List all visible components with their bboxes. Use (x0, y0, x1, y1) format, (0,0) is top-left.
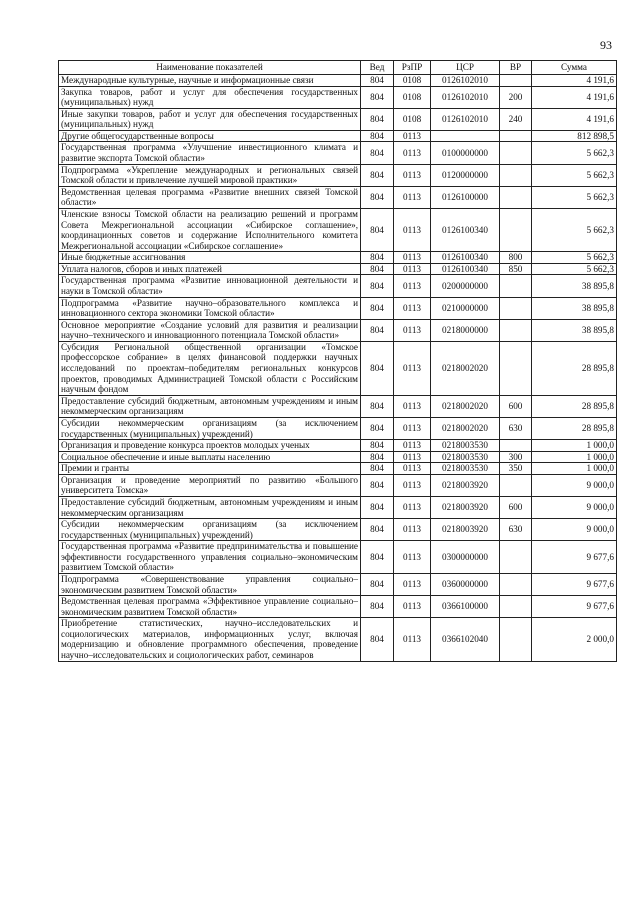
cell-sum: 28 895,8 (532, 417, 617, 439)
table-row (59, 451, 617, 463)
cell-csr: 0360000000 (431, 574, 500, 596)
cell-vr: 800 (500, 252, 532, 264)
cell-name: Международные культурные, научные и информационные связи (59, 75, 361, 87)
cell-vr (500, 186, 532, 208)
cell-rzpr: 0113 (394, 474, 431, 496)
cell-rzpr: 0108 (394, 108, 431, 130)
table-row (59, 164, 617, 186)
cell-name: Социальное обеспечение и иные выплаты населению (59, 451, 361, 463)
cell-name: Субсидии некоммерческим организациям (за исключением государственных (муниципальных) учреждений) (59, 519, 361, 541)
table-row (59, 596, 617, 618)
cell-name: Приобретение статистических, научно–исследовательских и социологических материалов, информационных услуг, включая модернизацию и обновление программного обеспечения, проведение научно–исследовательских и социологических работ, семинаров (59, 618, 361, 661)
cell-rzpr: 0113 (394, 341, 431, 395)
cell-sum: 812 898,5 (532, 130, 617, 142)
header-sum: Сумма (532, 61, 617, 75)
cell-csr: 0218003920 (431, 519, 500, 541)
cell-vr: 200 (500, 86, 532, 108)
cell-sum: 9 000,0 (532, 474, 617, 496)
cell-rzpr: 0113 (394, 164, 431, 186)
cell-name: Субсидия Региональной общественной организации «Томское профессорское собрание» в целях финансовой поддержки научных исследований по проектам–победителям региональных конкурсов проектов, проводимых Администрацией Томской области с Российским научным фондом (59, 341, 361, 395)
cell-vr (500, 474, 532, 496)
cell-vr (500, 618, 532, 661)
cell-csr: 0126100340 (431, 263, 500, 275)
cell-csr: 0126100000 (431, 186, 500, 208)
cell-vr (500, 319, 532, 341)
cell-rzpr: 0113 (394, 496, 431, 518)
cell-csr: 0218002020 (431, 417, 500, 439)
page-number: 93 (600, 38, 612, 52)
table-row (59, 496, 617, 518)
cell-ved: 804 (361, 451, 394, 463)
cell-name: Членские взносы Томской области на реализацию решений и программ Совета Межрегиональной ассоциации «Сибирское соглашение», координационных советов и содержание Исполнительного комитета Межрегиональной ассоциации «Сибирское соглашение» (59, 208, 361, 251)
table-row (59, 440, 617, 452)
table-header-row (59, 61, 617, 75)
cell-csr: 0126100340 (431, 252, 500, 264)
cell-name: Премии и гранты (59, 463, 361, 475)
cell-sum: 38 895,8 (532, 297, 617, 319)
cell-vr (500, 341, 532, 395)
table-row (59, 395, 617, 417)
header-name: Наименование показателей (59, 61, 361, 75)
cell-sum: 9 677,6 (532, 596, 617, 618)
cell-ved: 804 (361, 186, 394, 208)
cell-rzpr: 0113 (394, 417, 431, 439)
cell-vr (500, 208, 532, 251)
cell-sum: 9 000,0 (532, 496, 617, 518)
cell-ved: 804 (361, 596, 394, 618)
cell-sum: 1 000,0 (532, 440, 617, 452)
cell-ved: 804 (361, 618, 394, 661)
cell-ved: 804 (361, 297, 394, 319)
cell-sum: 5 662,3 (532, 208, 617, 251)
table-row (59, 417, 617, 439)
cell-sum: 28 895,8 (532, 341, 617, 395)
cell-name: Подпрограмма «Совершенствование управления социально–экономическим развитием Томской области» (59, 574, 361, 596)
cell-name: Организация и проведение мероприятий по развитию «Большого университета Томска» (59, 474, 361, 496)
cell-rzpr: 0113 (394, 208, 431, 251)
cell-vr (500, 275, 532, 297)
header-ved: Вед (361, 61, 394, 75)
table-row (59, 275, 617, 297)
cell-vr: 630 (500, 417, 532, 439)
table-row (59, 75, 617, 87)
table-row (59, 208, 617, 251)
table-row (59, 186, 617, 208)
cell-sum: 38 895,8 (532, 319, 617, 341)
cell-sum: 4 191,6 (532, 108, 617, 130)
cell-vr: 350 (500, 463, 532, 475)
cell-rzpr: 0113 (394, 252, 431, 264)
cell-name: Государственная программа «Развитие инновационной деятельности и науки в Томской области» (59, 275, 361, 297)
cell-rzpr: 0113 (394, 618, 431, 661)
cell-sum: 5 662,3 (532, 164, 617, 186)
table-row (59, 297, 617, 319)
cell-sum: 5 662,3 (532, 263, 617, 275)
table-row (59, 541, 617, 574)
cell-vr (500, 164, 532, 186)
cell-vr: 600 (500, 496, 532, 518)
cell-csr: 0218003920 (431, 474, 500, 496)
cell-ved: 804 (361, 474, 394, 496)
table-row (59, 130, 617, 142)
table-row (59, 252, 617, 264)
table-row (59, 319, 617, 341)
cell-rzpr: 0113 (394, 319, 431, 341)
cell-ved: 804 (361, 496, 394, 518)
cell-sum: 9 000,0 (532, 519, 617, 541)
cell-name: Государственная программа «Улучшение инвестиционного климата и развитие экспорта Томской области» (59, 142, 361, 164)
cell-ved: 804 (361, 341, 394, 395)
cell-ved: 804 (361, 395, 394, 417)
cell-rzpr: 0113 (394, 451, 431, 463)
table-row (59, 519, 617, 541)
table-row (59, 142, 617, 164)
table-row (59, 341, 617, 395)
cell-name: Государственная программа «Развитие предпринимательства и повышение эффективности государственного управления социально–экономическим развитием Томской области» (59, 541, 361, 574)
cell-csr: 0218003530 (431, 463, 500, 475)
table-row (59, 618, 617, 661)
cell-sum: 28 895,8 (532, 395, 617, 417)
cell-sum: 38 895,8 (532, 275, 617, 297)
cell-rzpr: 0108 (394, 86, 431, 108)
cell-vr (500, 574, 532, 596)
cell-ved: 804 (361, 263, 394, 275)
cell-ved: 804 (361, 252, 394, 264)
cell-name: Основное мероприятие «Создание условий для развития и реализации научно–технического и инновационного потенциала Томской области» (59, 319, 361, 341)
cell-sum: 4 191,6 (532, 86, 617, 108)
cell-name: Иные закупки товаров, работ и услуг для обеспечения государственных (муниципальных) нужд (59, 108, 361, 130)
cell-sum: 5 662,3 (532, 142, 617, 164)
cell-sum: 1 000,0 (532, 451, 617, 463)
cell-sum: 5 662,3 (532, 252, 617, 264)
cell-csr: 0218002020 (431, 341, 500, 395)
cell-rzpr: 0113 (394, 574, 431, 596)
cell-rzpr: 0113 (394, 142, 431, 164)
cell-name: Иные бюджетные ассигнования (59, 252, 361, 264)
table-row (59, 474, 617, 496)
cell-rzpr: 0113 (394, 263, 431, 275)
cell-csr: 0210000000 (431, 297, 500, 319)
cell-rzpr: 0113 (394, 395, 431, 417)
cell-sum: 9 677,6 (532, 574, 617, 596)
cell-csr: 0126102010 (431, 86, 500, 108)
cell-vr: 240 (500, 108, 532, 130)
cell-sum: 9 677,6 (532, 541, 617, 574)
table-row (59, 574, 617, 596)
header-rzpr: РзПР (394, 61, 431, 75)
cell-csr: 0218003530 (431, 451, 500, 463)
cell-csr: 0100000000 (431, 142, 500, 164)
cell-ved: 804 (361, 440, 394, 452)
cell-rzpr: 0113 (394, 596, 431, 618)
cell-sum: 2 000,0 (532, 618, 617, 661)
cell-vr (500, 596, 532, 618)
cell-csr: 0120000000 (431, 164, 500, 186)
header-vr: ВР (500, 61, 532, 75)
cell-sum: 5 662,3 (532, 186, 617, 208)
cell-sum: 1 000,0 (532, 463, 617, 475)
table-body (59, 75, 617, 662)
cell-csr: 0126100340 (431, 208, 500, 251)
cell-ved: 804 (361, 519, 394, 541)
cell-ved: 804 (361, 417, 394, 439)
cell-rzpr: 0113 (394, 186, 431, 208)
header-csr: ЦСР (431, 61, 500, 75)
cell-name: Закупка товаров, работ и услуг для обеспечения государственных (муниципальных) нужд (59, 86, 361, 108)
cell-csr: 0126102010 (431, 108, 500, 130)
cell-vr: 300 (500, 451, 532, 463)
cell-rzpr: 0113 (394, 297, 431, 319)
cell-ved: 804 (361, 86, 394, 108)
cell-name: Подпрограмма «Укрепление международных и региональных связей Томской области и привлечение лучшей мировой практики» (59, 164, 361, 186)
cell-ved: 804 (361, 275, 394, 297)
cell-csr: 0218002020 (431, 395, 500, 417)
cell-ved: 804 (361, 319, 394, 341)
cell-name: Предоставление субсидий бюджетным, автономным учреждениям и иным некоммерческим организациям (59, 496, 361, 518)
cell-name: Ведомственная целевая программа «Развитие внешних связей Томской области» (59, 186, 361, 208)
cell-csr: 0300000000 (431, 541, 500, 574)
cell-rzpr: 0108 (394, 75, 431, 87)
cell-csr (431, 130, 500, 142)
cell-ved: 804 (361, 142, 394, 164)
cell-name: Предоставление субсидий бюджетным, автономным учреждениям и иным некоммерческим организациям (59, 395, 361, 417)
cell-rzpr: 0113 (394, 275, 431, 297)
cell-csr: 0218000000 (431, 319, 500, 341)
cell-rzpr: 0113 (394, 130, 431, 142)
cell-vr: 850 (500, 263, 532, 275)
cell-rzpr: 0113 (394, 463, 431, 475)
cell-vr: 630 (500, 519, 532, 541)
cell-rzpr: 0113 (394, 519, 431, 541)
cell-vr (500, 75, 532, 87)
cell-ved: 804 (361, 574, 394, 596)
cell-vr (500, 440, 532, 452)
cell-vr (500, 142, 532, 164)
table-row (59, 263, 617, 275)
cell-ved: 804 (361, 541, 394, 574)
cell-csr: 0126102010 (431, 75, 500, 87)
cell-rzpr: 0113 (394, 541, 431, 574)
cell-ved: 804 (361, 164, 394, 186)
cell-ved: 804 (361, 108, 394, 130)
cell-rzpr: 0113 (394, 440, 431, 452)
cell-csr: 0366102040 (431, 618, 500, 661)
cell-ved: 804 (361, 130, 394, 142)
cell-name: Ведомственная целевая программа «Эффективное управление социально–экономическим развитием Томской области» (59, 596, 361, 618)
cell-name: Другие общегосударственные вопросы (59, 130, 361, 142)
cell-csr: 0200000000 (431, 275, 500, 297)
table-row (59, 108, 617, 130)
cell-csr: 0366100000 (431, 596, 500, 618)
cell-name: Субсидии некоммерческим организациям (за исключением государственных (муниципальных) учреждений) (59, 417, 361, 439)
cell-sum: 4 191,6 (532, 75, 617, 87)
cell-vr (500, 541, 532, 574)
table-row (59, 86, 617, 108)
cell-name: Подпрограмма «Развитие научно–образовательного комплекса и инновационного сектора экономики Томской области» (59, 297, 361, 319)
cell-csr: 0218003920 (431, 496, 500, 518)
cell-ved: 804 (361, 208, 394, 251)
cell-ved: 804 (361, 75, 394, 87)
cell-csr: 0218003530 (431, 440, 500, 452)
cell-vr (500, 297, 532, 319)
cell-name: Уплата налогов, сборов и иных платежей (59, 263, 361, 275)
cell-name: Организация и проведение конкурса проектов молодых ученых (59, 440, 361, 452)
cell-ved: 804 (361, 463, 394, 475)
table-row (59, 463, 617, 475)
budget-table (58, 60, 617, 662)
cell-vr (500, 130, 532, 142)
cell-vr: 600 (500, 395, 532, 417)
